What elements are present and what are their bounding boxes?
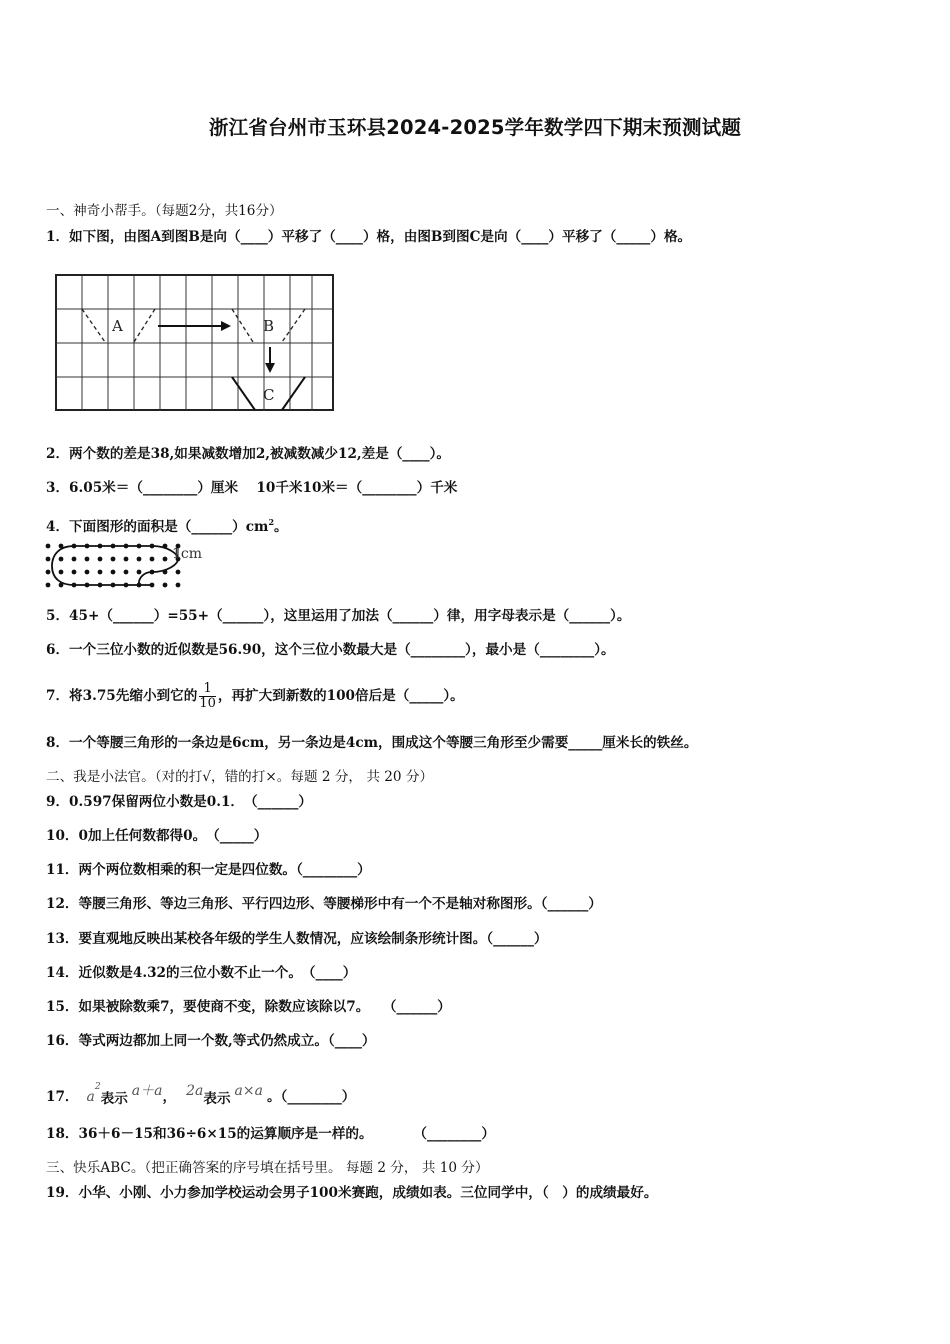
- section-2-header: 二、我是小法官。（对的打√，错的打×。每题 2 分， 共 20 分）: [46, 769, 434, 785]
- shape-b-label: B: [263, 317, 275, 335]
- question-13: 13．要直观地反映出某校各年级的学生人数情况，应该绘制条形统计图。（______）: [46, 931, 548, 947]
- unit-length-label: 1cm: [172, 546, 203, 562]
- shape-a-label: A: [112, 317, 123, 335]
- arrow-right-icon: [158, 321, 231, 331]
- question-6: 6．一个三位小数的近似数是56.90，这个三位小数最大是（________），最小是（________）。: [46, 642, 615, 658]
- question-2: 2．两个数的差是38,如果减数增加2,被减数减少12,差是（____）。: [46, 446, 450, 462]
- question-18: 18．36＋6－15和36÷6×15的运算顺序是一样的。 （________）: [46, 1126, 495, 1142]
- question-16: 16．等式两边都加上同一个数,等式仍然成立。（____）: [46, 1033, 376, 1049]
- question-19: 19．小华、小刚、小力参加学校运动会男子100米赛跑，成绩如表。三位同学中，（ ）的成绩最好。: [46, 1185, 658, 1201]
- section-3-header: 三、快乐ABC。（把正确答案的序号填在括号里。 每题 2 分， 共 10 分）: [46, 1160, 489, 1176]
- shape-c-label: C: [263, 386, 275, 404]
- question-1: 1．如下图，由图A到图B是向（____）平移了（____）格，由图B到图C是向（____）平移了（_____）格。: [46, 229, 692, 245]
- question-7: 7．将3.75先缩小到它的 $\frac{1}{10}$ ，再扩大到新数的100倍后是（_____）。: [46, 681, 464, 711]
- arrow-down-icon: [265, 347, 275, 373]
- question-8: 8．一个等腰三角形的一条边是6cm，另一条边是4cm，围成这个等腰三角形至少需要_____厘米长的铁丝。: [46, 735, 698, 751]
- question-10: 10．0加上任何数都得0。 （_____）: [46, 828, 268, 844]
- section-1-header: 一、神奇小帮手。（每题2分，共16分）: [46, 203, 283, 219]
- question-11: 11．两个两位数相乘的积一定是四位数。（________）: [46, 862, 371, 878]
- question-3: 3．6.05米＝（________）厘米 10千米10米＝（________）千米: [46, 480, 458, 496]
- question-4: 4．下面图形的面积是$(\_\_\_\_\_\_)cm^2$。: [46, 517, 288, 535]
- question-12: 12．等腰三角形、等边三角形、平行四边形、等腰梯形中有一个不是轴对称图形。（______）: [46, 896, 602, 912]
- fraction-one-tenth: $\frac{1}{10}$: [199, 681, 216, 711]
- question-5: 5．45+（______）=55+（______），这里运用了加法（______）律，用字母表示是（______）。: [46, 608, 631, 624]
- page-title: 浙江省台州市玉环县2024-2025学年数学四下期末预测试题: [208, 116, 742, 139]
- question-14: 14．近似数是4.32的三位小数不止一个。 （____）: [46, 965, 357, 981]
- question-17: 17． $a^2$表示 a＋a， 2a表示 a×a 。（________）: [46, 1082, 356, 1107]
- dot-grid-area-figure: [40, 540, 230, 594]
- translation-grid-figure: [50, 270, 340, 415]
- question-9: 9．0.597保留两位小数是0.1． （______）: [46, 794, 312, 810]
- question-15: 15．如果被除数乘7，要使商不变，除数应该除以7。 （______）: [46, 999, 451, 1015]
